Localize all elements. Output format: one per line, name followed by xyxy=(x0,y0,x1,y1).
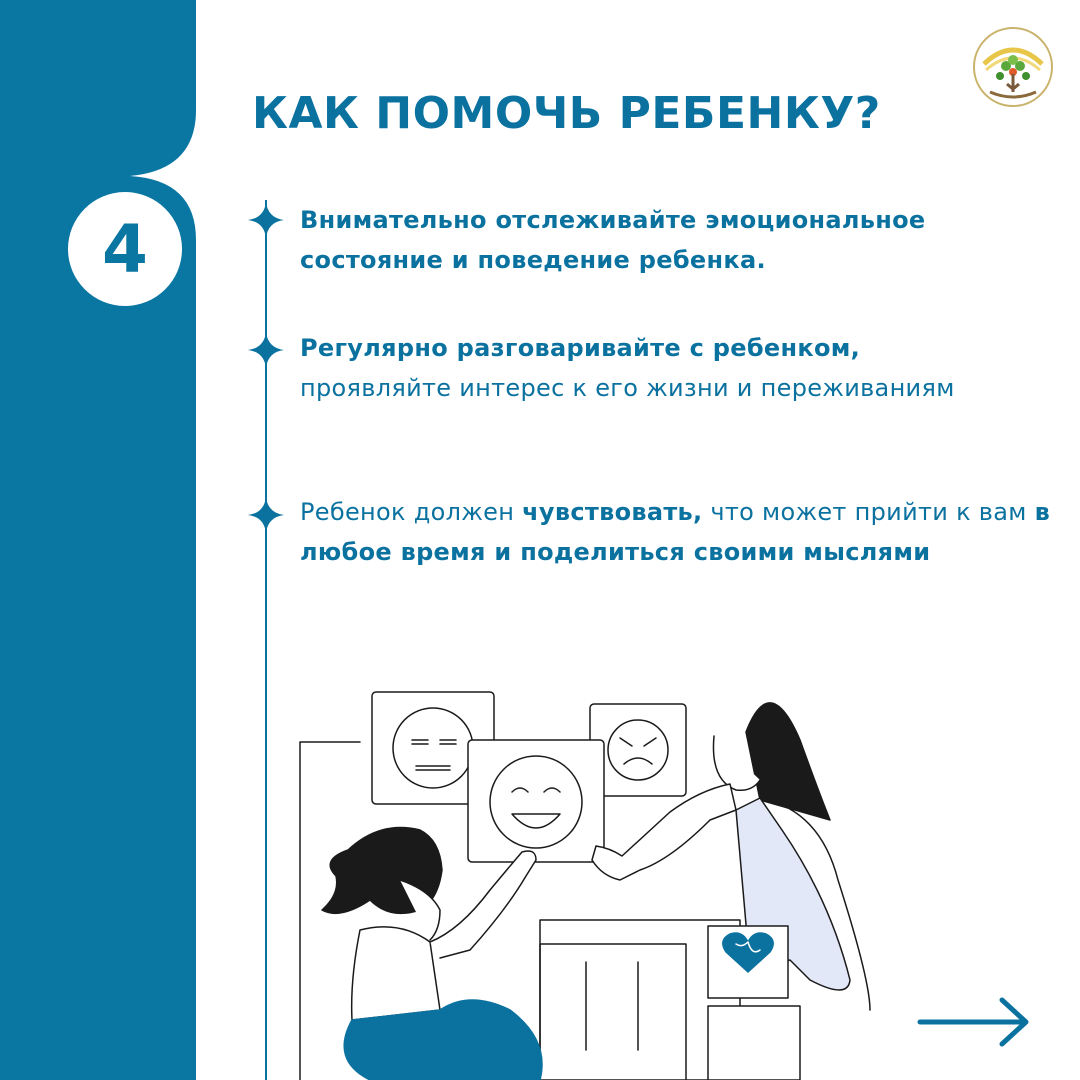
tip-item-2 xyxy=(300,328,1060,408)
sparkle-star-icon xyxy=(248,332,284,368)
tip-1-bold-text: Внимательно отслеживайте эмоциональное состояние и поведение ребенка. xyxy=(300,206,926,274)
tip-item-1 xyxy=(300,200,1060,280)
arrow-right-icon[interactable] xyxy=(916,994,1036,1050)
tip-3-bold-a: чувствовать, xyxy=(522,498,703,526)
tree-logo-icon xyxy=(972,26,1054,108)
step-number: 4 xyxy=(102,210,148,288)
page-title: КАК ПОМОЧЬ РЕБЕНКУ? xyxy=(252,88,881,139)
tip-3-text-a: Ребенок должен xyxy=(300,498,523,526)
tip-item-3 xyxy=(300,492,1060,572)
tip-3-text-b: что может прийти к вам xyxy=(702,498,1035,526)
sparkle-star-icon xyxy=(248,202,284,238)
sidebar-panel xyxy=(0,0,196,1080)
tip-2-bold-text: Регулярно разговаривайте с ребенком, xyxy=(300,334,861,362)
sparkle-star-icon xyxy=(248,497,284,533)
parent-child-emotions-illustration xyxy=(290,680,890,1080)
tip-3-bold-b: в любое время и поделиться своими мыслями xyxy=(300,498,1051,566)
step-number-badge xyxy=(68,192,182,306)
tip-2-text: проявляйте интерес к его жизни и переживаниям xyxy=(300,374,955,402)
